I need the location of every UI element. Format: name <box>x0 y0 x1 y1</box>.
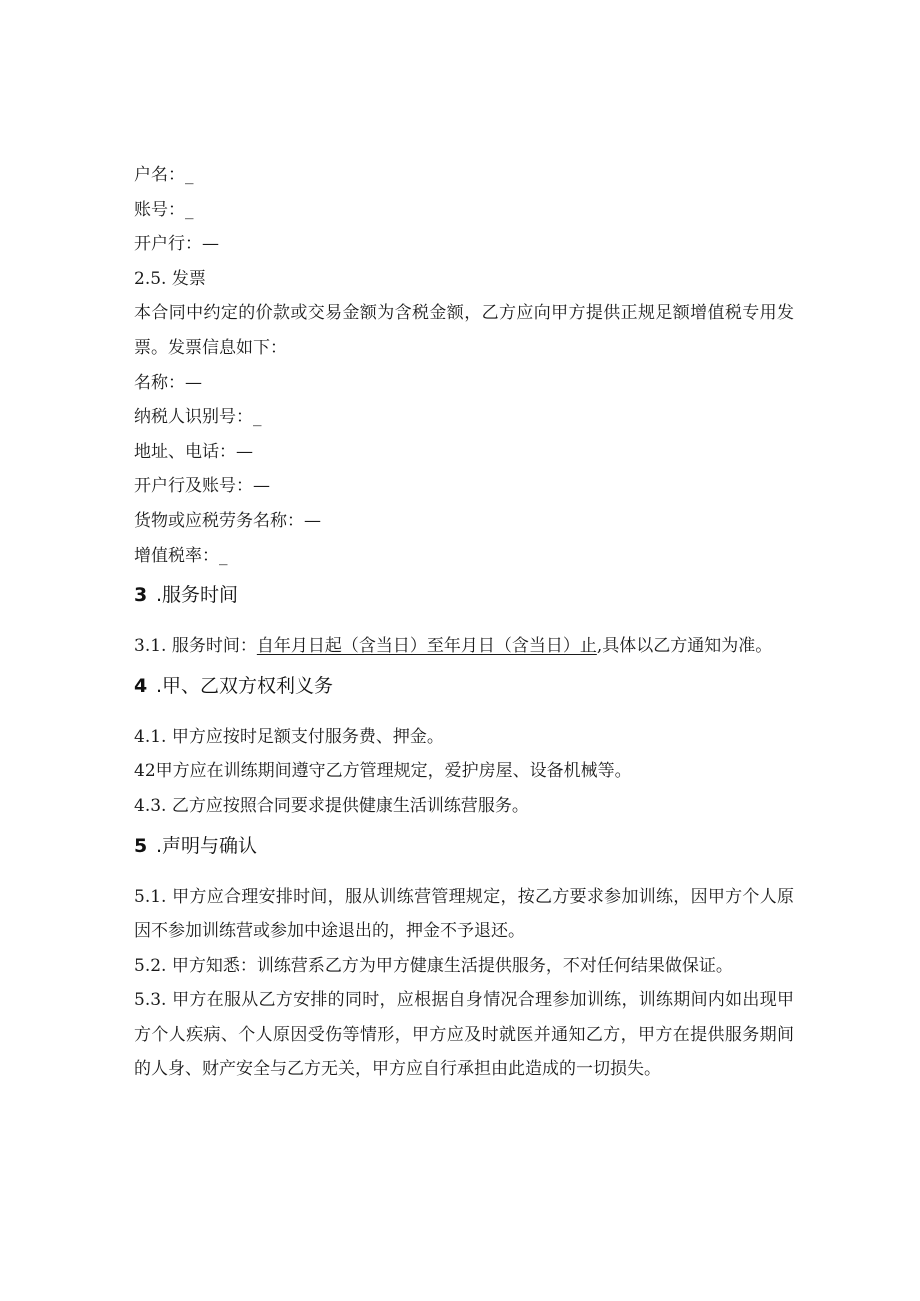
section-4-number: 4 <box>134 674 148 697</box>
section-3-item-1 <box>134 629 794 664</box>
section-3-item-1-prefix: 3.1. 服务时间： <box>134 636 257 657</box>
invoice-goods-name-line: 货物或应税劳务名称：— <box>134 510 321 531</box>
service-period-underlined: 自年月日起（含当日）至年月日（含当日）止 <box>256 636 597 657</box>
section-3-item-1-suffix: ,具体以乙方通知为准。 <box>596 636 773 657</box>
invoice-paragraph: 本合同中约定的价款或交易金额为含税金额，乙方应向甲方提供正规足额增值税专用发票。发票信息如下： <box>134 303 794 358</box>
section-3-number: 3 <box>134 584 148 607</box>
section-5-item-3: 5.3. 甲方在服从乙方安排的同时，应根据自身情况合理参加训练，训练期间内如出现甲方个人疾病、个人原因受伤等情形，甲方应及时就医并通知乙方，甲方在提供服务期间的人身、财产安全与乙方无关，甲方应自行承担由此造成的一切损失。 <box>134 990 794 1080</box>
invoice-name-line: 名称：— <box>134 372 202 393</box>
section-5-number: 5 <box>134 834 148 857</box>
section-5-title: .声明与确认 <box>156 834 258 857</box>
section-5-item-2: 5.2. 甲方知悉：训练营系乙方为甲方健康生活提供服务，不对任何结果做保证。 <box>134 955 733 976</box>
account-number-line: 账号：_ <box>134 199 194 220</box>
invoice-vat-rate-line: 增值税率：_ <box>134 545 228 566</box>
bank-name-line: 开户行：— <box>134 234 219 255</box>
section-3-heading <box>134 573 794 617</box>
section-4-item-2: 42甲方应在训练期间遵守乙方管理规定，爱护房屋、设备机械等。 <box>134 761 632 782</box>
document-body <box>134 158 794 1087</box>
invoice-address-phone-line: 地址、电话：— <box>134 441 253 462</box>
section-4-item-3: 4.3. 乙方应按照合同要求提供健康生活训练营服务。 <box>134 795 529 816</box>
section-4-title: .甲、乙双方权利义务 <box>156 674 334 697</box>
account-name-line: 户名：_ <box>134 165 194 185</box>
section-5-item-1: 5.1. 甲方应合理安排时间，服从训练营管理规定，按乙方要求参加训练，因甲方个人原因不参加训练营或参加中途退出的，押金不予退还。 <box>134 886 794 942</box>
section-4-heading <box>134 664 794 708</box>
invoice-taxpayer-id-line: 纳税人识别号：_ <box>134 407 262 428</box>
section-4-item-1: 4.1. 甲方应按时足额支付服务费、押金。 <box>134 726 444 747</box>
invoice-bank-account-line: 开户行及账号：— <box>134 476 270 497</box>
section-5-heading <box>134 824 794 868</box>
invoice-subheading: 2.5. 发票 <box>134 268 206 289</box>
section-3-title: .服务时间 <box>156 584 239 607</box>
